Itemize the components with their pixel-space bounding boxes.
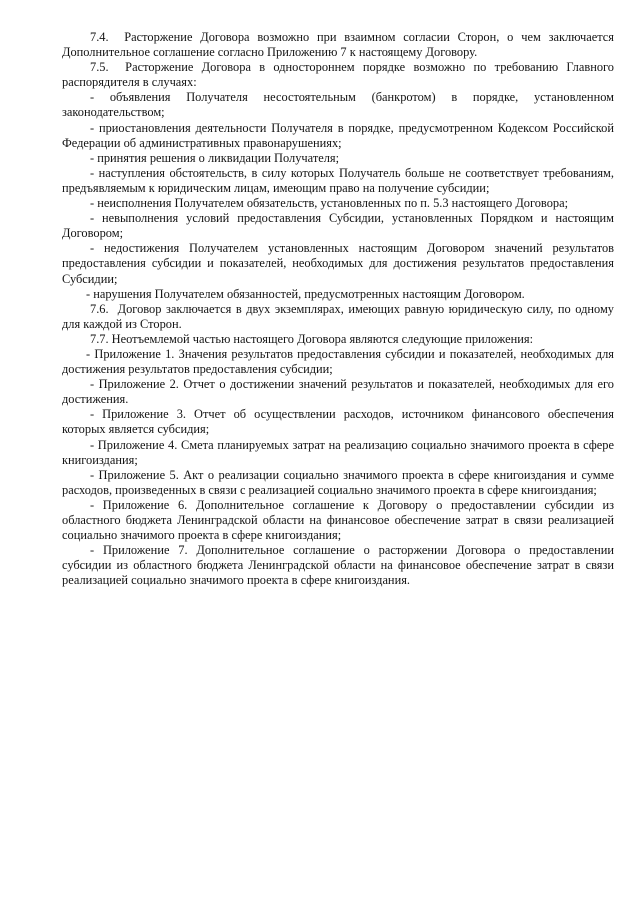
appendix-4-item: - Приложение 4. Смета планируемых затрат на реализацию социально значимого проекта в сфере книгоиздания; xyxy=(62,437,614,467)
list-item-suspension: - приостановления деятельности Получателя в порядке, предусмотренном Кодексом Российской Федерации об административных правонарушениях; xyxy=(62,120,614,150)
paragraph-7-4: 7.4. Расторжение Договора возможно при взаимном согласии Сторон, о чем заключается Дополнительное соглашение согласно Приложению 7 к настоящему Договору. xyxy=(62,30,614,60)
paragraph-7-7: 7.7. Неотъемлемой частью настоящего Договора являются следующие приложения: xyxy=(90,331,534,346)
paragraph-7-5: 7.5. Расторжение Договора в одностороннем порядке возможно по требованию Главного распорядителя в случаях: xyxy=(62,60,614,90)
document-page xyxy=(62,30,614,588)
list-item-conditions: - невыполнения условий предоставления Субсидии, установленных Порядком и настоящим Договором; xyxy=(62,211,614,241)
list-item-circumstances: - наступления обстоятельств, в силу которых Получатель больше не соответствует требованиям, предъявляемым к юридическим лицам, имеющим право на получение субсидии; xyxy=(62,165,614,195)
appendix-1-item: - Приложение 1. Значения результатов предоставления субсидии и показателей, необходимых для достижения результатов предоставления субсидии; xyxy=(62,346,614,377)
appendix-3-item: - Приложение 3. Отчет об осуществлении расходов, источником финансового обеспечения которых является субсидия; xyxy=(62,407,614,437)
list-item-liquidation: - принятия решения о ликвидации Получателя; xyxy=(90,150,340,165)
appendix-6-item: - Приложение 6. Дополнительное соглашение к Договору о предоставлении субсидии из областного бюджета Ленинградской области на финансовое обеспечение затрат в связи реализацией социально значимого проекта в сфере книгоиздания; xyxy=(62,497,614,543)
paragraph-7-6: 7.6. Договор заключается в двух экземплярах, имеющих равную юридическую силу, по одному для каждой из Сторон. xyxy=(62,301,614,331)
list-item-duties: - нарушения Получателем обязанностей, предусмотренных настоящим Договором. xyxy=(86,286,525,301)
appendix-2-item: - Приложение 2. Отчет о достижении значений результатов и показателей, необходимых для его достижения. xyxy=(62,377,614,407)
list-item-results: - недостижения Получателем установленных настоящим Договором значений результатов предоставления субсидии и показателей, необходимых для достижения результатов предоставления Субсидии; xyxy=(62,241,614,286)
list-item-bankruptcy: - объявления Получателя несостоятельным (банкротом) в порядке, установленном законодательством; xyxy=(62,90,614,120)
list-item-obligations: - неисполнения Получателем обязательств, установленных по п. 5.3 настоящего Договора; xyxy=(90,196,569,211)
appendix-7-item: - Приложение 7. Дополнительное соглашение о расторжении Договора о предоставлении субсидии из областного бюджета Ленинградской области на финансовое обеспечение затрат в связи реализацией социально значимого проекта в сфере книгоиздания. xyxy=(62,543,614,588)
appendix-5-item: - Приложение 5. Акт о реализации социально значимого проекта в сфере книгоиздания и сумме расходов, произведенных в связи с реализацией социально значимого проекта в сфере книгоиздания; xyxy=(62,467,614,497)
